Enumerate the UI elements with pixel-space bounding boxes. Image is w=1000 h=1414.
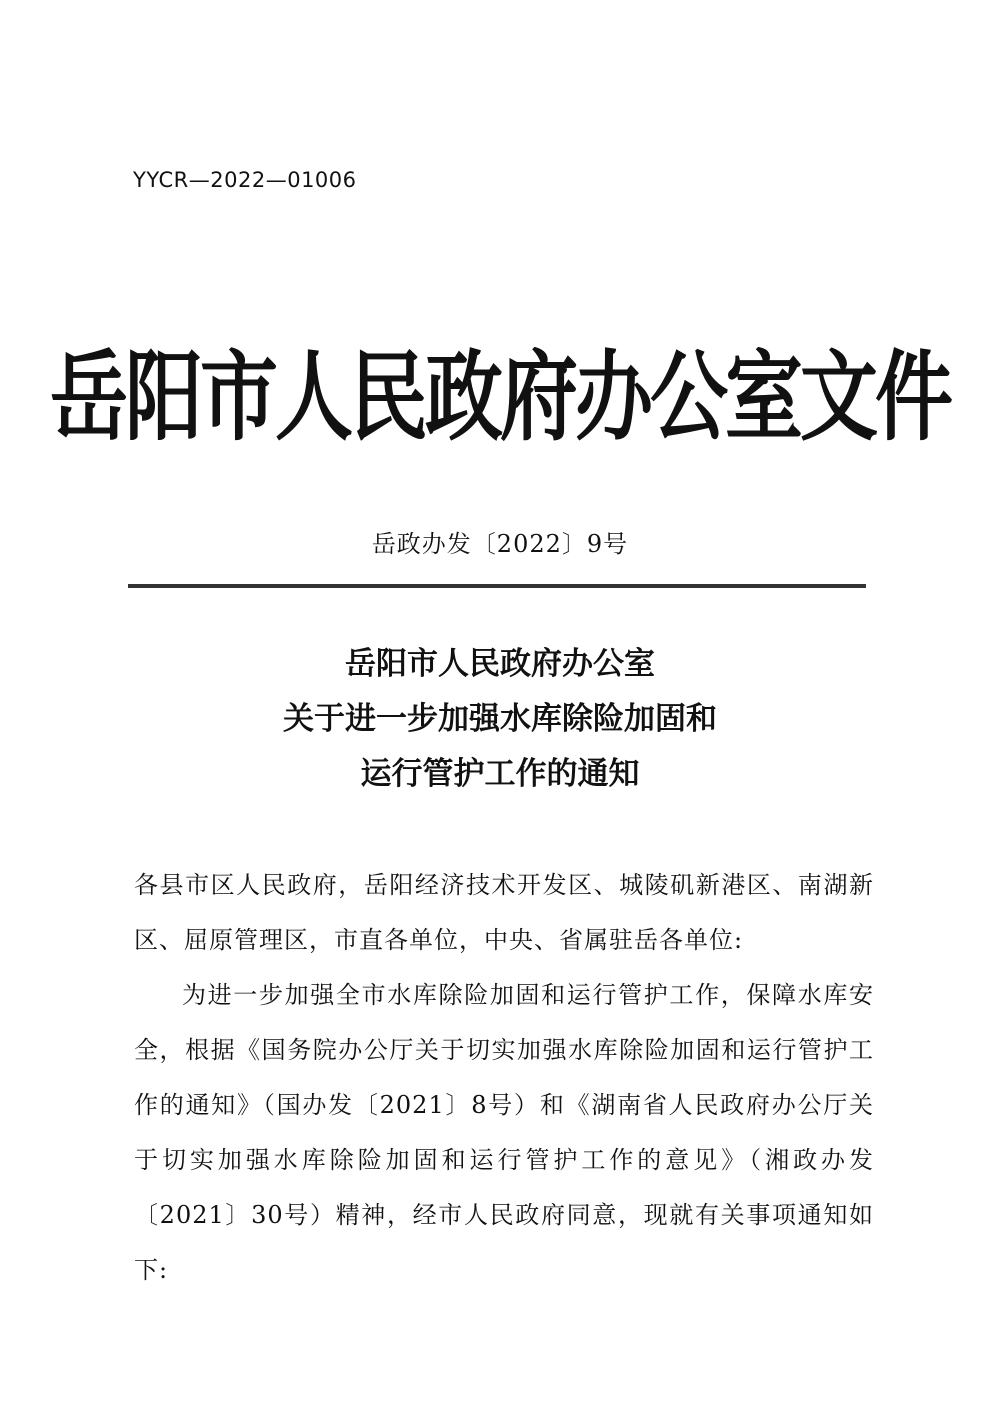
notice-title-line-1: 岳阳市人民政府办公室 [345,646,655,682]
notice-title-line-3: 运行管护工作的通知 [360,756,640,792]
body-paragraph-1: 为进一步加强全市水库除险加固和运行管护工作，保障水库安全，根据《国务院办公厅关于切实加强水库除险加固和运行管护工作的通知》（国办发〔2021〕8号）和《湖南省人民政府办公厅关于切实加强水库除险加固和运行管护工作的意见》（湘政办发〔2021〕30号）精神，经市人民政府同意，现就有关事项通知如下: [134,981,874,1284]
document-number: 岳政办发〔2022〕9号 [371,530,629,558]
notice-title [0,637,1000,802]
notice-title-line-2: 关于进一步加强水库除险加固和 [283,701,717,737]
header-divider [128,584,866,588]
document-code: YYCR—2022—01006 [133,168,357,192]
issuer-title: 岳阳市人民政府办公室文件 [49,342,950,455]
addressees: 各县市区人民政府，岳阳经济技术开发区、城陵矶新港区、南湖新区、屈原管理区，市直各单位，中央、省属驻岳各单位: [134,871,874,954]
document-body [134,858,874,1298]
